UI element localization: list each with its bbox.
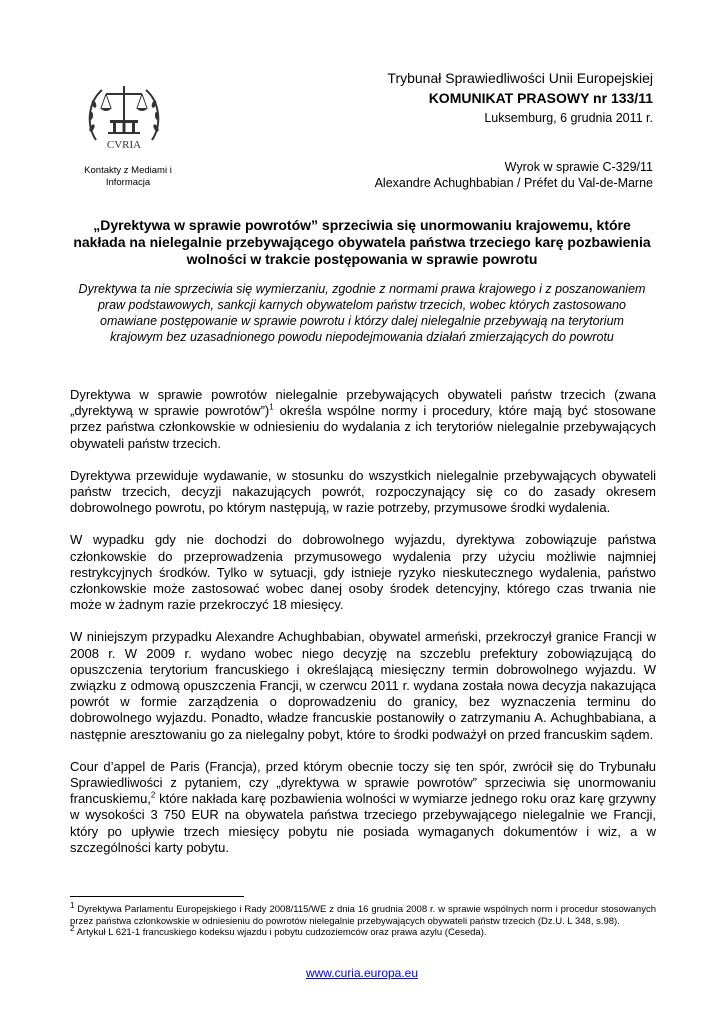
paragraph-4: W niniejszym przypadku Alexandre Achughbabian, obywatel armeński, przekroczył granice Francji w 2008 r. W 2009 r. wydano wobec niego decyzję na szczeblu prefektury zobowiązującą do opuszczenia terytorium francuskiego i określającą miesięczny termin dobrowolnego wyjazdu. W związku z odmową opuszczenia Francji, w czerwcu 2011 r. wydana została nowa decyzja nakazująca powrót w formie zarządzenia o doprowadzeniu do granicy, bez wyznaczenia terminu do dobrowolnego wyjazdu. Ponadto, władze francuskie postanowiły o zatrzymaniu A. Achughbabiana, a następnie aresztowaniu go za nielegalny pobyt, które to środki podważył on przed francuskim sądem. (70, 629, 656, 742)
paragraph-1-text-b: określa wspólne normy i procedury, które mają być stosowane przez państwa członkowskie w odniesieniu do wydalania z ich terytoriów nielegalnie przebywających obywateli państw trzecich. (70, 403, 656, 451)
subheadline: Dyrektywa ta nie sprzeciwia się wymierzaniu, zgodnie z normami prawa krajowego i z poszanowaniem praw podstawowych, sankcji karnych obywatelom państw trzecich, wobec których zastosowano omawiane postępowanie w sprawie powrotu i którzy dalej nielegalnie przebywają na terytorium krajowym bez uzasadnionego powodu niepodejmowania działań zmierzających do powrotu (78, 282, 646, 344)
paragraph-2: Dyrektywa przewiduje wydawanie, w stosunku do wszystkich nielegalnie przebywających obywateli państw trzecich, decyzji nakazujących powrót, rozpoczynający się co do zasady okresem dobrowolnego powrotu, po którym następują, w razie potrzeby, przymusowe środki wydalenia. (70, 467, 656, 516)
footnote-1-text: Dyrektywa Parlamentu Europejskiego i Rady 2008/115/WE z dnia 16 grudnia 2008 r. w sprawie wspólnych norm i procedur stosowanych przez państwa członkowskie w odniesieniu do powrotów nielegalnie przebywających obywateli państw trzecich (Dz.U. L 348, s.98). (70, 904, 656, 927)
footnotes (70, 900, 656, 939)
footnote-2-text: Artykuł L 621-1 francuskiego kodeksu wjazdu i pobytu cudzoziemców oraz prawa azylu (Ceseda). (74, 927, 487, 938)
footnote-2-number: 2 (70, 923, 75, 933)
press-release-number: KOMUNIKAT PRASOWY nr 133/11 (428, 90, 653, 106)
footnote-ref-2[interactable]: 2 (150, 790, 156, 800)
curia-website-link[interactable]: www.curia.europa.eu (305, 966, 419, 980)
release-date: Luksemburg, 6 grudnia 2011 r. (484, 111, 653, 125)
court-logo (84, 80, 164, 154)
logo-caption: Kontakty z Mediami i Informacja (84, 165, 172, 188)
paragraph-5 (70, 759, 656, 856)
headline: „Dyrektywa w sprawie powrotów” sprzeciwia się unormowaniu krajowemu, które nakłada na nielegalnie przebywającego obywatela państwa trzeciego karę pozbawienia wolności w trakcie postępowania w sprawie powrotu (73, 217, 651, 267)
footnote-2 (70, 923, 656, 939)
footnote-1 (70, 900, 656, 927)
footnote-ref-1[interactable]: 1 (269, 402, 274, 412)
paragraph-1 (70, 387, 656, 452)
paragraph-3: W wypadku gdy nie dochodzi do dobrowolnego wyjazdu, dyrektywa zobowiązuje państwa członkowskie do przeprowadzenia przymusowego wydalenia przy użyciu możliwie najmniej restrykcyjnych środków. Tylko w sytuacji, gdy istnieje ryzyko nieskutecznego wydalenia, państwo członkowskie może zastosować wobec danej osoby środek detencyjny, którego czas trwania nie może w żadnym razie przekroczyć 18 miesięcy. (70, 532, 656, 613)
article-body (70, 387, 656, 872)
paragraph-5-text-b: które nakłada karę pozbawienia wolności w wymiarze jednego roku oraz karę grzywny w wysokości 3 750 EUR na obywatela państwa trzeciego przebywającego nielegalnie we Francji, który po upływie trzech miesięcy pobytu nie posiada wymaganych dokumentów i wiz, a w szczególności karty pobytu. (70, 791, 656, 855)
institution-name: Trybunał Sprawiedliwości Unii Europejskiej (387, 70, 653, 86)
footnote-divider (70, 896, 244, 897)
logo-text: CVRIA (106, 139, 142, 151)
case-parties: Alexandre Achughbabian / Préfet du Val-de-Marne (374, 176, 653, 190)
case-number: Wyrok w sprawie C-329/11 (504, 160, 653, 174)
court-of-justice-emblem-icon (84, 80, 164, 154)
paragraph-1-text-a: Dyrektywa w sprawie powrotów nielegalnie przebywających obywateli państw trzecich (zwana „dyrektywą w sprawie powrotów”) (70, 387, 656, 419)
footnote-1-number: 1 (70, 900, 75, 910)
paragraph-5-text-a: Cour d’appel de Paris (Francja), przed którym obecnie toczy się ten spór, zwrócił się do Trybunału Sprawiedliwości z pytaniem, czy „dyrektywa w sprawie powrotów” sprzeciwia się unormowaniu francuskiemu, (70, 758, 656, 807)
